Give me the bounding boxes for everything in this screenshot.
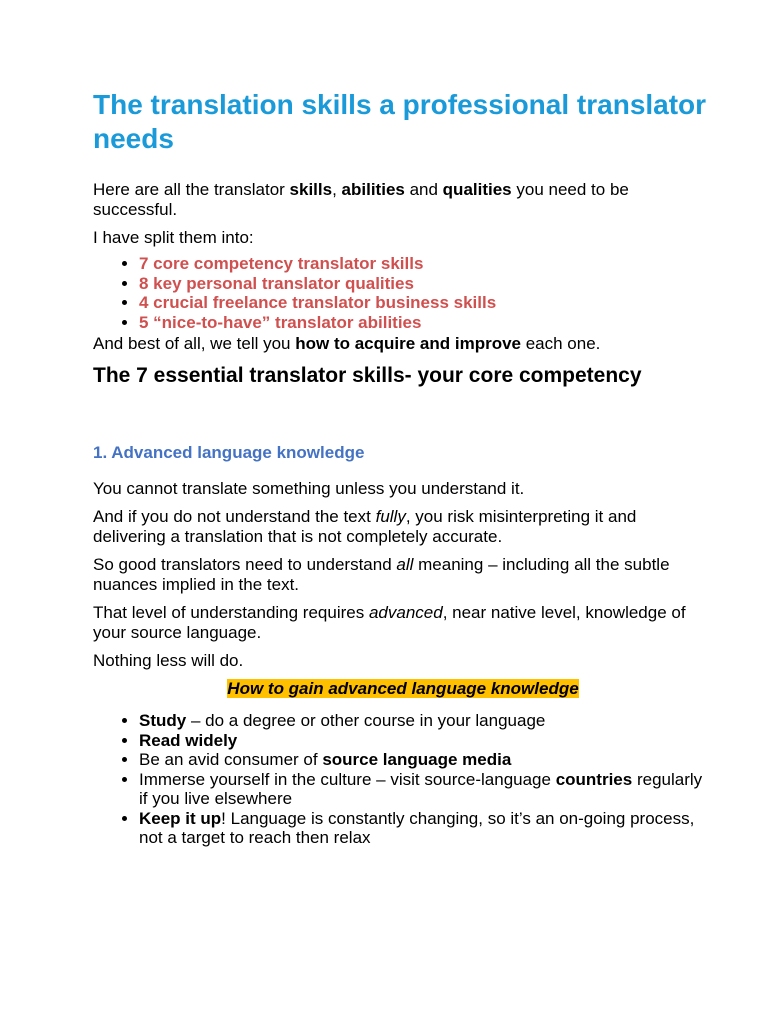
tip-text: Immerse yourself in the culture – visit source-language — [139, 769, 556, 789]
paragraph-fully — [93, 507, 713, 547]
tip-text: ! Language is constantly changing, so it’s an on-going process, not a target to reach then relax — [139, 808, 695, 847]
toc-item-business-skills[interactable]: • 4 crucial freelance translator business skills — [139, 293, 713, 313]
tip-study — [139, 711, 713, 731]
paragraph-italic: all — [396, 555, 414, 574]
tip-media — [139, 750, 713, 770]
intro-text: Here are all the translator — [93, 180, 290, 199]
split-paragraph: I have split them into: — [93, 228, 254, 247]
paragraph-nothing-less: Nothing less will do. — [93, 651, 244, 670]
paragraph-understand: You cannot translate something unless you understand it. — [93, 479, 525, 498]
subsection-heading: 1. Advanced language knowledge — [93, 443, 365, 462]
tips-list — [93, 711, 713, 848]
intro-text: , — [332, 180, 342, 199]
tip-text: regularly if you live elsewhere — [139, 769, 703, 808]
tip-bold: source language media — [322, 750, 512, 769]
toc-item-core-skills[interactable]: • 7 core competency translator skills — [139, 254, 713, 274]
best-paragraph — [93, 334, 713, 354]
toc-item-personal-qualities[interactable]: • 8 key personal translator qualities — [139, 274, 713, 294]
tip-read-widely — [139, 731, 713, 751]
paragraph-italic: fully — [375, 507, 406, 526]
howto-heading-line — [93, 679, 713, 699]
tip-keep-it-up — [139, 809, 713, 848]
howto-heading: How to gain advanced language knowledge — [227, 679, 579, 698]
tip-text: – do a degree or other course in your language — [186, 711, 546, 730]
intro-bold-abilities: abilities — [341, 180, 405, 199]
intro-text: you need to be successful. — [93, 180, 629, 219]
tip-bold: Study — [139, 711, 187, 730]
paragraph-advanced — [93, 603, 713, 643]
section-heading: The 7 essential translator skills- your core competency — [93, 364, 642, 387]
intro-bold-qualities: qualities — [442, 180, 512, 199]
paragraph-text: , near native level, knowledge of your source language. — [93, 603, 686, 642]
paragraph-all-meaning — [93, 555, 713, 595]
best-text: And best of all, we tell you — [93, 334, 296, 353]
tip-bold: Read widely — [139, 730, 238, 750]
document-page — [93, 88, 713, 848]
paragraph-text: That level of understanding requires — [93, 603, 369, 622]
tip-text: Be an avid consumer of — [139, 750, 323, 769]
tip-bold: Keep it up — [139, 808, 222, 828]
intro-text: and — [404, 180, 443, 199]
tip-immerse — [139, 770, 713, 809]
paragraph-italic: advanced — [368, 603, 443, 622]
intro-bold-skills: skills — [289, 180, 333, 199]
page-title: The translation skills a professional translator needs — [93, 89, 707, 154]
toc-item-nice-to-have[interactable]: • 5 “nice-to-have” translator abilities — [139, 313, 713, 333]
best-bold: how to acquire and improve — [295, 334, 521, 353]
paragraph-text: And if you do not understand the text — [93, 507, 376, 526]
toc-list — [93, 254, 713, 332]
paragraph-text: meaning – including all the subtle nuances implied in the text. — [93, 555, 670, 594]
best-text: each one. — [521, 334, 601, 353]
paragraph-text: , you risk misinterpreting it and delivering a translation that is not completely accurate. — [93, 507, 637, 546]
intro-paragraph — [93, 180, 713, 220]
tip-bold: countries — [555, 769, 633, 789]
paragraph-text: So good translators need to understand — [93, 555, 397, 574]
